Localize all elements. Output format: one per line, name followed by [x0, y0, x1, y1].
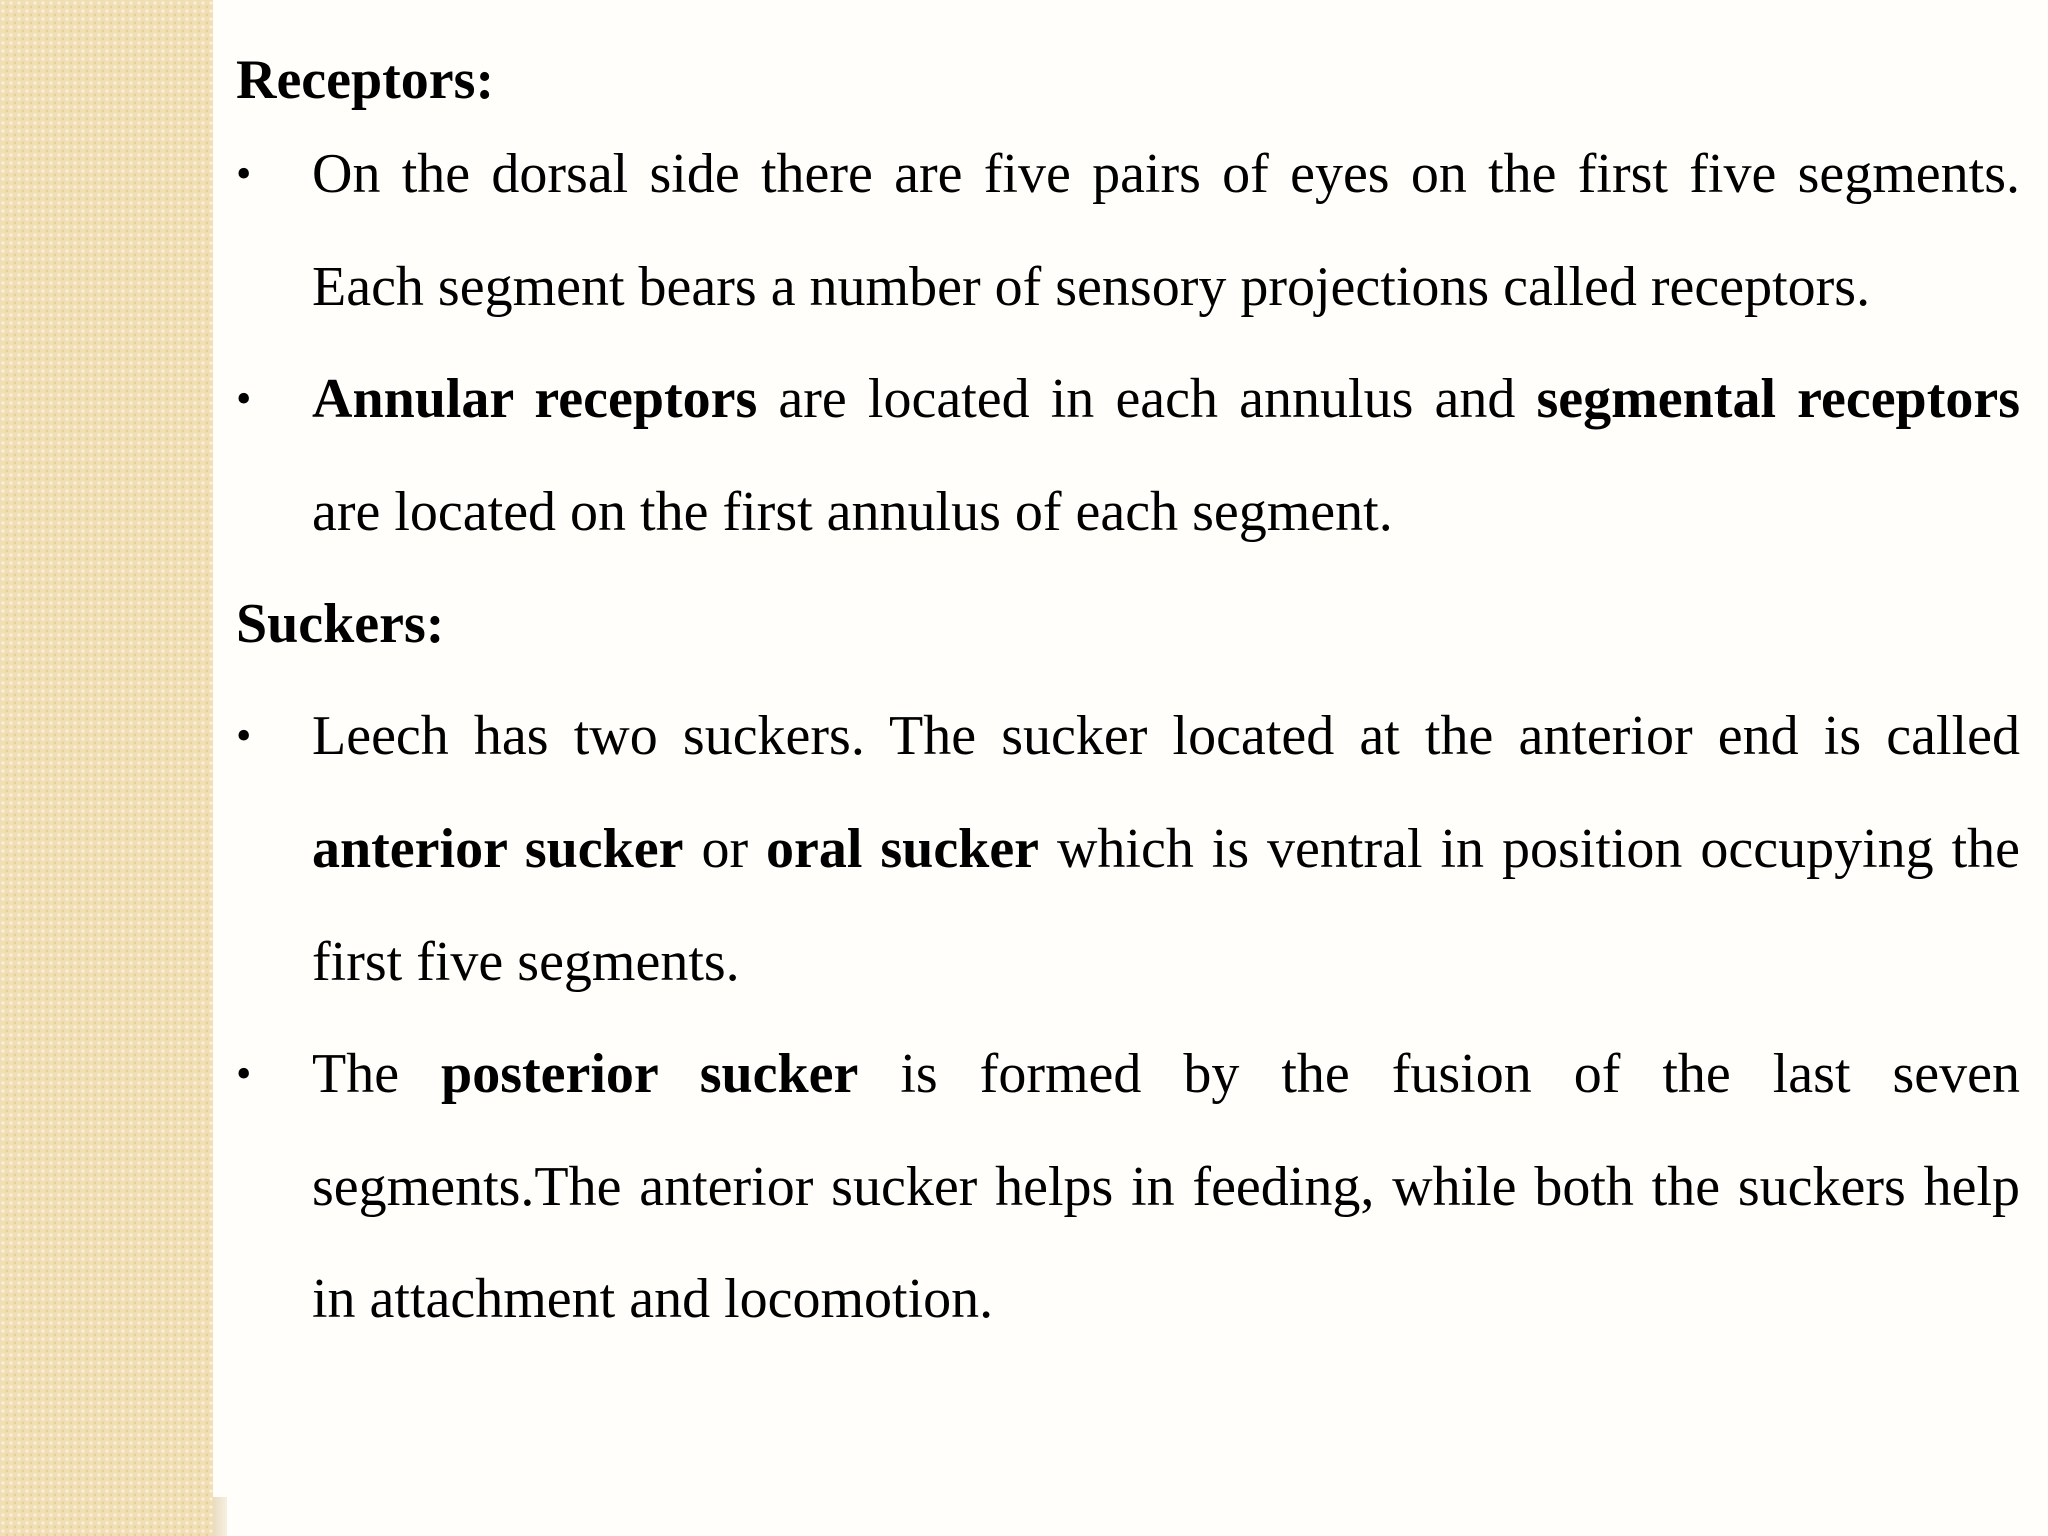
bullet-text: are located in each annulus and [757, 368, 1537, 431]
bullet-text: which is ventral in position occupying the first five segments. [312, 817, 2020, 993]
slide-content [236, 42, 2020, 1356]
decorative-strip-foot [213, 1497, 227, 1536]
bold-term: posterior sucker [441, 1043, 859, 1106]
bullet-text: is formed by the fusion of the last seven segments.The anterior sucker helps in feeding, while both the suckers help in attachment and locomotion. [312, 1043, 2020, 1331]
section-heading-suckers: Suckers: [236, 593, 445, 656]
bullet-item [236, 343, 2020, 568]
bullet-text: On the dorsal side there are five pairs of eyes on the first five segments. Each segment bears a number of sensory projections called receptors. [312, 143, 2020, 318]
bullet-text: Leech has two suckers. The sucker located at the anterior end is called [312, 705, 2020, 768]
bullet-text: are located on the first annulus of each segment. [312, 480, 1393, 543]
bullet-icon: • [236, 711, 252, 761]
decorative-side-strip [0, 0, 213, 1536]
bullet-item [236, 680, 2020, 1018]
bold-term: oral sucker [766, 817, 1040, 880]
bullet-item [236, 1018, 2020, 1356]
bullet-icon: • [236, 149, 252, 198]
bullet-icon: • [236, 374, 252, 424]
bullet-text: The [312, 1043, 442, 1106]
bullet-text: or [683, 817, 767, 880]
section-heading-receptors: Receptors: [236, 49, 495, 111]
bold-term: Annular receptors [312, 368, 758, 431]
bullet-icon: • [236, 1049, 252, 1099]
bold-term: anterior sucker [312, 817, 684, 880]
bold-term: segmental receptors [1536, 368, 2020, 431]
bullet-item [236, 118, 2020, 343]
